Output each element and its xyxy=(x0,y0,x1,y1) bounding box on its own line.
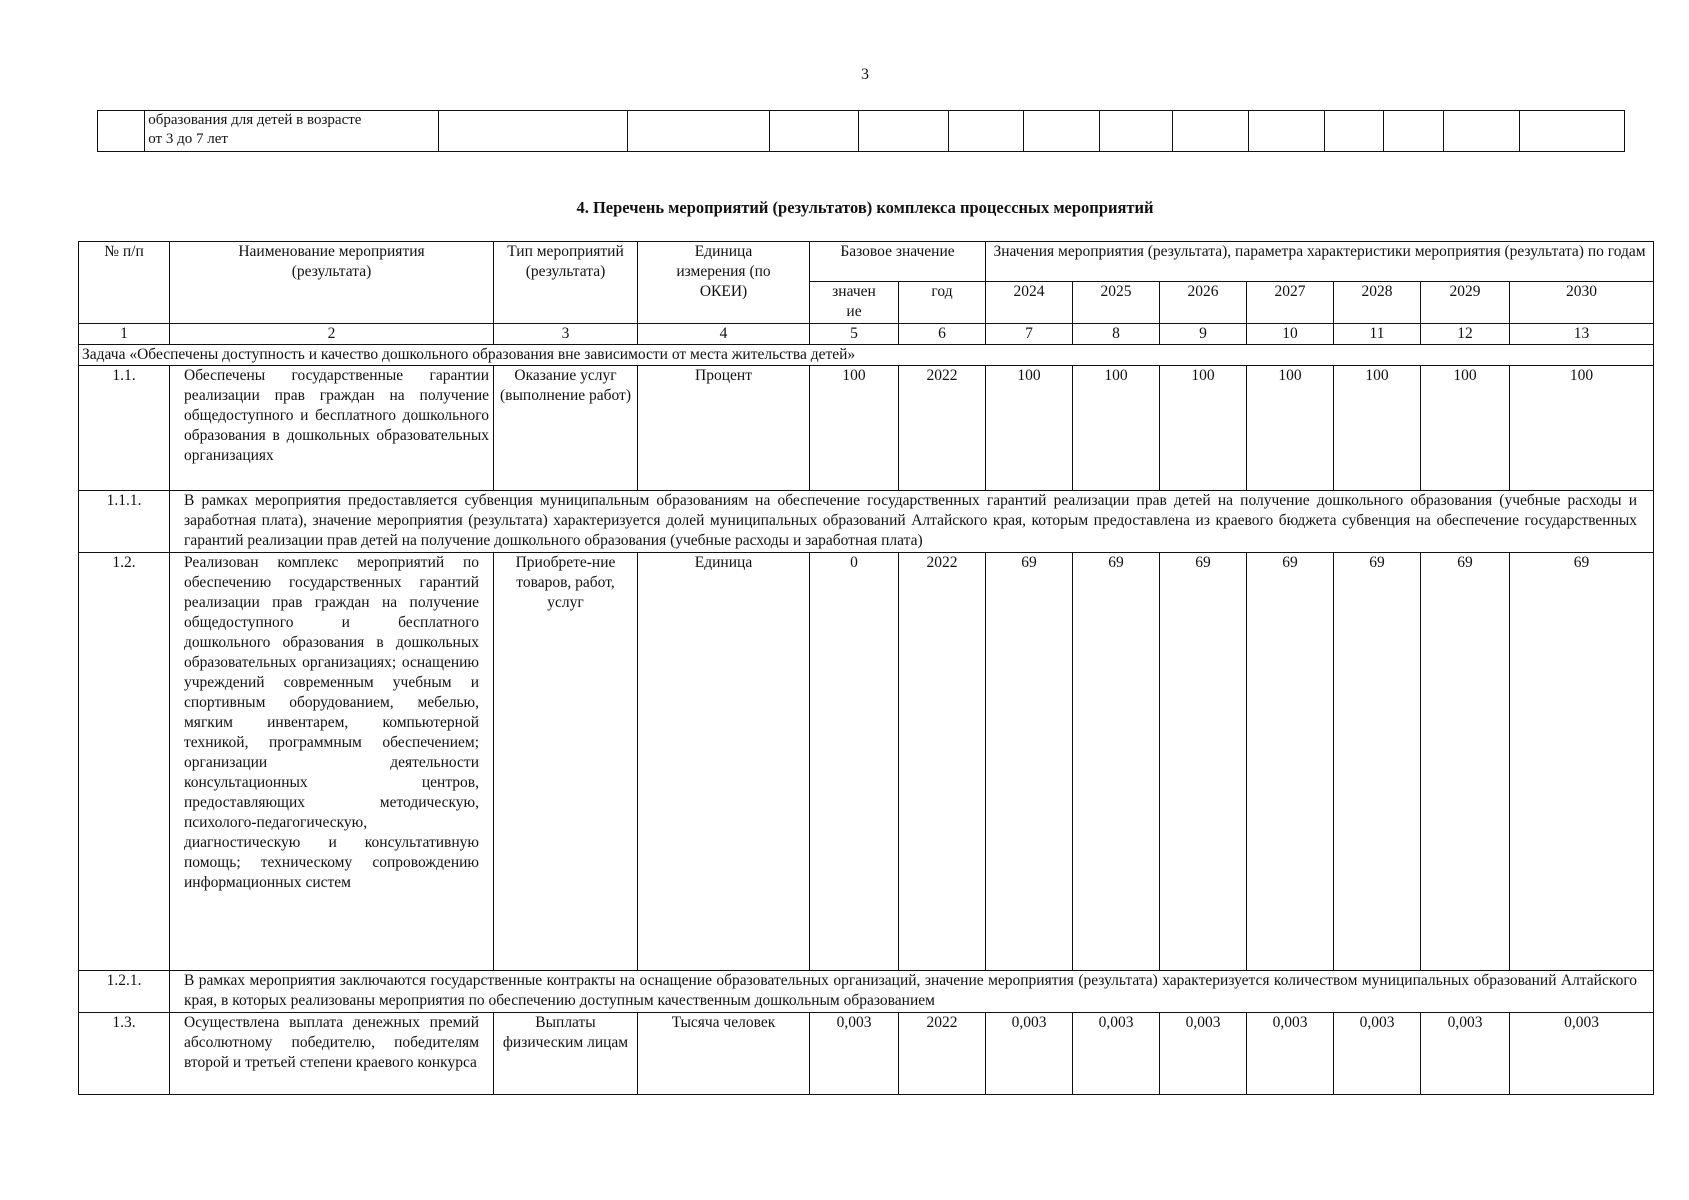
column-number: 6 xyxy=(899,324,986,345)
row-value: 69 xyxy=(1421,553,1510,971)
continuation-cell xyxy=(1099,111,1173,152)
row-value: 100 xyxy=(1073,366,1160,491)
row-value: 100 xyxy=(1510,366,1654,491)
continuation-cell xyxy=(948,111,1024,152)
row-type: Оказание услуг (выполнение работ) xyxy=(494,366,638,491)
description-num: 1.2.1. xyxy=(79,971,170,1013)
description-text: В рамках мероприятия предоставляется субвенция муниципальным образованиям на обеспечение государственных гарантий реализации прав детей на получение дошкольного образования (учебные расходы и заработная плата), значение мероприятия (результата) характеризуется долей муниципальных образований Алтайского края, которым предоставлена из краевого бюджета субвенция на обеспечение государственных гарантий реализации прав детей на получение дошкольного образования (учебные расходы и заработная плата) xyxy=(170,491,1654,553)
header-year: 2024 xyxy=(986,282,1073,324)
header-year: 2028 xyxy=(1334,282,1421,324)
header-year: 2030 xyxy=(1510,282,1654,324)
row-value: 100 xyxy=(1160,366,1247,491)
row-value: 0,003 xyxy=(1510,1013,1654,1095)
row-num: 1.3. xyxy=(79,1013,170,1095)
row-value: 0,003 xyxy=(1247,1013,1334,1095)
continuation-cell xyxy=(1173,111,1249,152)
continuation-cell xyxy=(1519,111,1624,152)
column-number: 13 xyxy=(1510,324,1654,345)
row-value: 0,003 xyxy=(1334,1013,1421,1095)
row-value: 0,003 xyxy=(1073,1013,1160,1095)
continuation-cell xyxy=(859,111,948,152)
row-base-year: 2022 xyxy=(899,1013,986,1095)
page-number: 3 xyxy=(861,66,869,83)
row-value: 69 xyxy=(1334,553,1421,971)
header-type: Тип мероприятий (результата) xyxy=(494,242,638,324)
row-num: 1.1. xyxy=(79,366,170,491)
row-value: 69 xyxy=(986,553,1073,971)
continuation-cell xyxy=(98,111,145,152)
continuation-cell xyxy=(1384,111,1444,152)
row-base-value: 0,003 xyxy=(810,1013,899,1095)
header-values-group: Значения мероприятия (результата), параметра характеристики мероприятия (результата) по годам xyxy=(986,242,1654,282)
activities-table xyxy=(78,241,1654,1095)
row-value: 100 xyxy=(1247,366,1334,491)
header-unit: Единица измерения (по ОКЕИ) xyxy=(638,242,810,324)
header-base: Базовое значение xyxy=(810,242,986,282)
row-base-value: 0 xyxy=(810,553,899,971)
row-num: 1.2. xyxy=(79,553,170,971)
description-text: В рамках мероприятия заключаются государственные контракты на оснащение образовательных организаций, значение мероприятия (результата) характеризуется количеством муниципальных образований Алтайского края, в которых реализованы мероприятия по обеспечению доступным качественным дошкольным образованием xyxy=(170,971,1654,1013)
row-type: Приобрете-ние товаров, работ, услуг xyxy=(494,553,638,971)
continuation-cell xyxy=(1444,111,1520,152)
row-name: Обеспечены государственные гарантии реализации прав граждан на получение общедоступного и бесплатного дошкольного образования в дошкольных образовательных организациях xyxy=(170,366,494,491)
column-number: 2 xyxy=(170,324,494,345)
row-unit: Процент xyxy=(638,366,810,491)
row-name: Осуществлена выплата денежных премий абсолютному победителю, победителям второй и третьей степени краевого конкурса xyxy=(170,1013,494,1095)
row-value: 0,003 xyxy=(1160,1013,1247,1095)
continuation-cell xyxy=(1248,111,1324,152)
continuation-cell xyxy=(1324,111,1384,152)
header-year: 2029 xyxy=(1421,282,1510,324)
continuation-text xyxy=(145,111,439,152)
column-number: 5 xyxy=(810,324,899,345)
row-name: Реализован комплекс мероприятий по обеспечению государственных гарантий реализации прав граждан на получение общедоступного и бесплатного дошкольного образования в дошкольных образовательных организациях; оснащению учреждений современным учебным и спортивным оборудованием, мебелью, мягким инвентарем, компьютерной техникой, программным обеспечением; организации деятельности консультационных центров, предоставляющих методическую, психолого-педагогическую, диагностическую и консультативную помощь; техническому сопровождению информационных систем xyxy=(170,553,494,971)
row-unit: Единица xyxy=(638,553,810,971)
continuation-cell xyxy=(770,111,859,152)
column-number: 10 xyxy=(1247,324,1334,345)
continuation-line-1: образования для детей в возрасте xyxy=(148,112,362,128)
row-value: 69 xyxy=(1247,553,1334,971)
continuation-cell xyxy=(1024,111,1100,152)
header-year: 2026 xyxy=(1160,282,1247,324)
column-number: 8 xyxy=(1073,324,1160,345)
header-name: Наименование мероприятия (результата) xyxy=(170,242,494,324)
header-num: № п/п xyxy=(79,242,170,324)
header-base-year: год xyxy=(899,282,986,324)
column-number: 3 xyxy=(494,324,638,345)
row-value: 69 xyxy=(1073,553,1160,971)
row-base-year: 2022 xyxy=(899,553,986,971)
task-row: Задача «Обеспечены доступность и качество дошкольного образования вне зависимости от места жительства детей» xyxy=(79,345,1654,366)
row-value: 100 xyxy=(1334,366,1421,491)
column-number: 1 xyxy=(79,324,170,345)
row-value: 100 xyxy=(986,366,1073,491)
column-number: 4 xyxy=(638,324,810,345)
header-year: 2027 xyxy=(1247,282,1334,324)
continuation-cell xyxy=(439,111,628,152)
row-type: Выплаты физическим лицам xyxy=(494,1013,638,1095)
row-base-year: 2022 xyxy=(899,366,986,491)
row-unit: Тысяча человек xyxy=(638,1013,810,1095)
header-base-value: значен ие xyxy=(810,282,899,324)
column-number: 12 xyxy=(1421,324,1510,345)
header-year: 2025 xyxy=(1073,282,1160,324)
column-number: 11 xyxy=(1334,324,1421,345)
row-value: 69 xyxy=(1510,553,1654,971)
row-value: 100 xyxy=(1421,366,1510,491)
row-value: 69 xyxy=(1160,553,1247,971)
row-value: 0,003 xyxy=(1421,1013,1510,1095)
column-number: 9 xyxy=(1160,324,1247,345)
description-num: 1.1.1. xyxy=(79,491,170,553)
row-base-value: 100 xyxy=(810,366,899,491)
continuation-cell xyxy=(628,111,770,152)
row-value: 0,003 xyxy=(986,1013,1073,1095)
section-title: 4. Перечень мероприятий (результатов) комплекса процессных мероприятий xyxy=(576,198,1154,217)
column-number: 7 xyxy=(986,324,1073,345)
continuation-line-2: от 3 до 7 лет xyxy=(148,131,228,147)
continuation-table xyxy=(97,110,1625,152)
